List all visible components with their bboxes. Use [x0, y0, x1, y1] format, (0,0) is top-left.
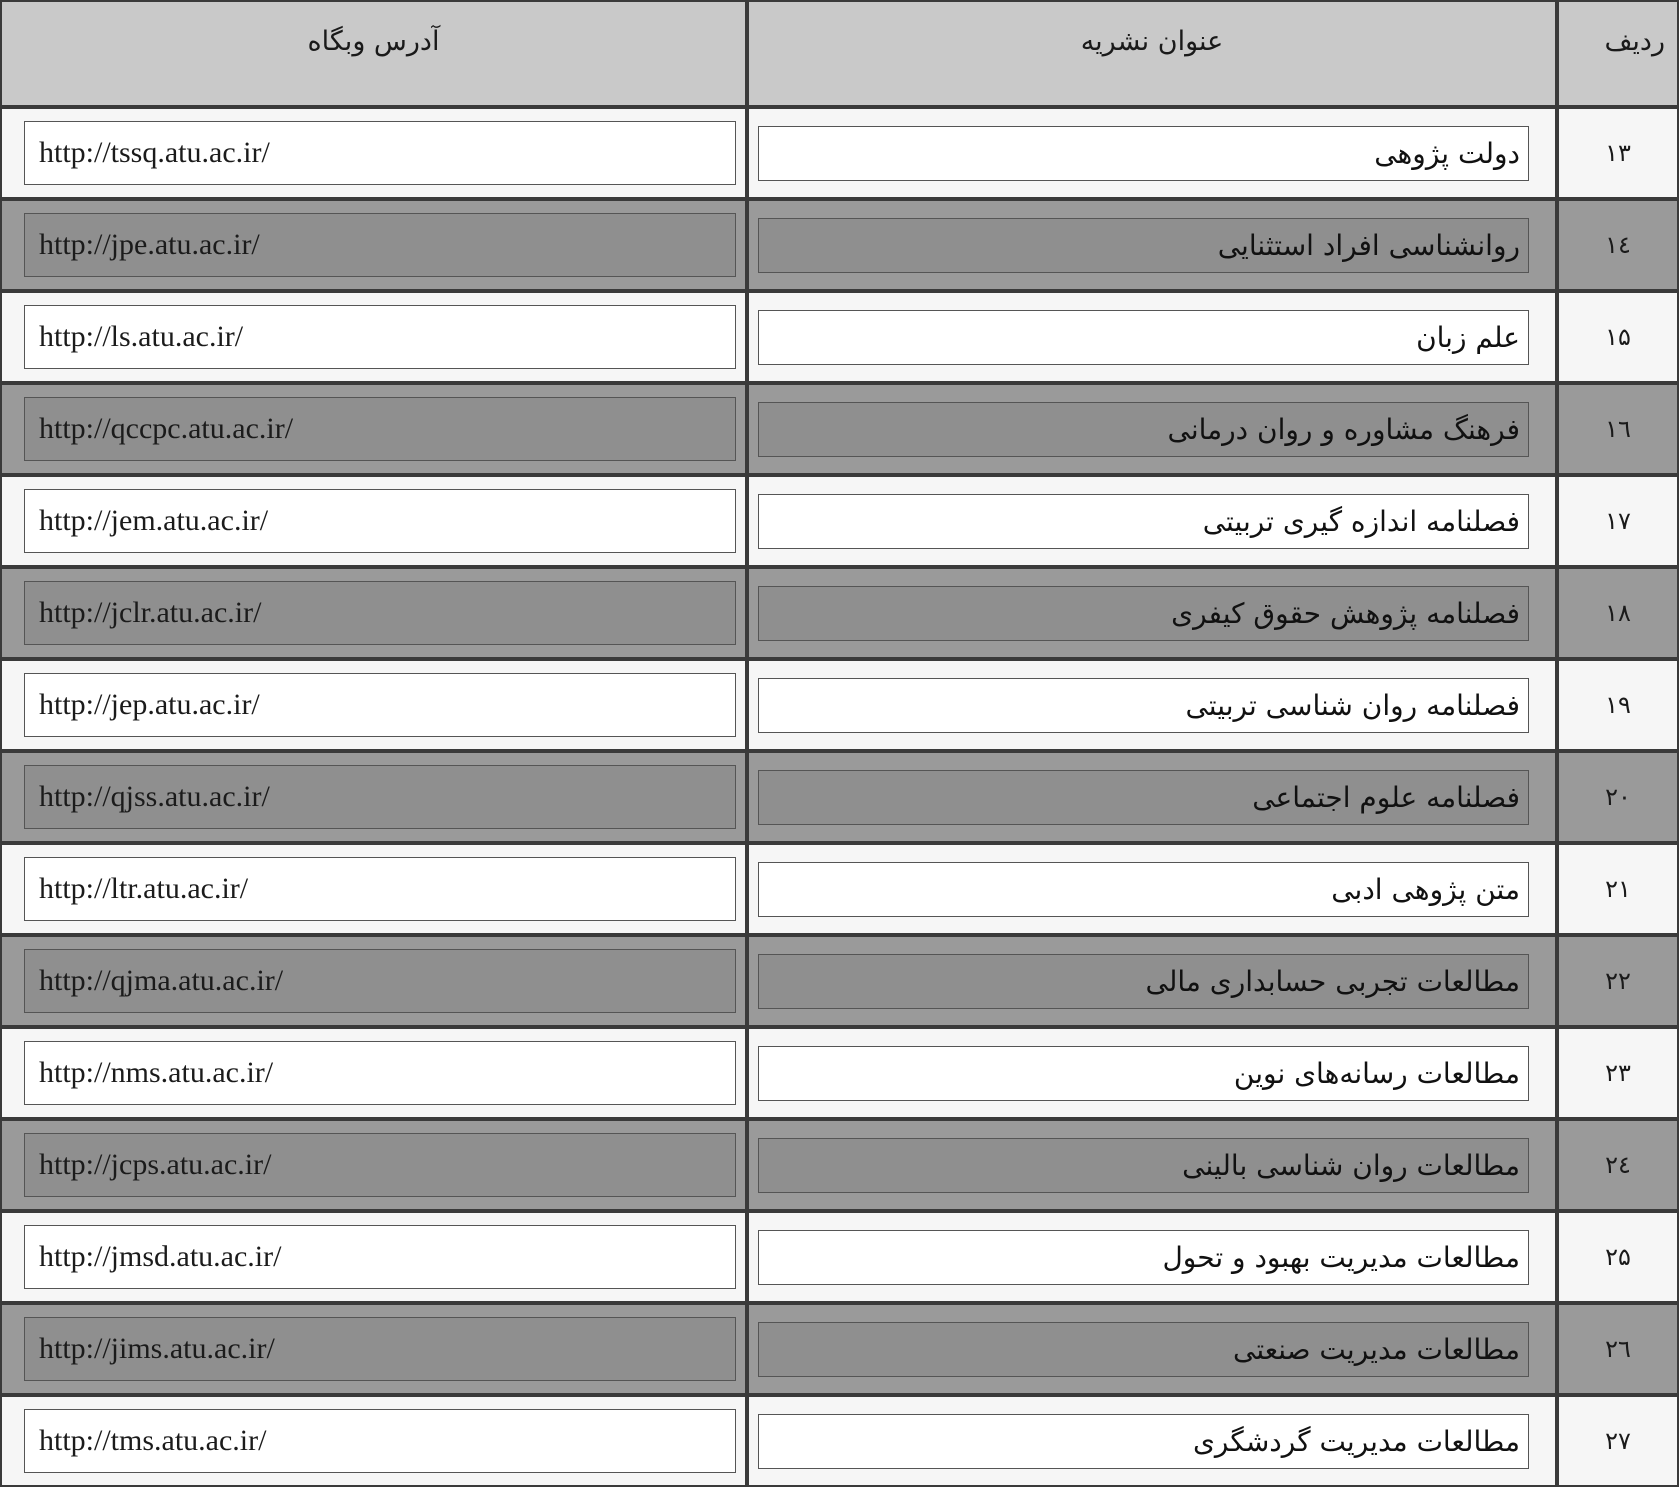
table-row — [0, 659, 1679, 751]
website-url — [0, 291, 747, 383]
row-number: ۱۳ — [1557, 107, 1679, 199]
header-website-address: آدرس وبگاه — [0, 0, 747, 107]
row-number: ۱۵ — [1557, 291, 1679, 383]
journal-title — [747, 1303, 1557, 1395]
journal-title-text: مطالعات تجربی حسابداری مالی — [1145, 964, 1520, 998]
journal-title — [747, 475, 1557, 567]
table-row — [0, 1027, 1679, 1119]
website-url — [0, 1119, 747, 1211]
journal-title — [747, 1211, 1557, 1303]
website-url-link[interactable]: http://jem.atu.ac.ir/ — [39, 504, 269, 537]
website-url-link[interactable]: http://jims.atu.ac.ir/ — [39, 1332, 275, 1365]
journal-title-text: فصلنامه روان شناسی تربیتی — [1185, 688, 1520, 722]
website-url — [0, 567, 747, 659]
journal-title-text: دولت پژوهی — [1374, 136, 1520, 170]
row-number: ۲۵ — [1557, 1211, 1679, 1303]
website-url-link[interactable]: http://jclr.atu.ac.ir/ — [39, 596, 262, 629]
journal-title-text: فصلنامه پژوهش حقوق کیفری — [1171, 596, 1520, 630]
table-row — [0, 1303, 1679, 1395]
website-url — [0, 1211, 747, 1303]
journal-title — [747, 383, 1557, 475]
row-number: ١٤ — [1557, 199, 1679, 291]
row-number: ٢٦ — [1557, 1303, 1679, 1395]
table-row — [0, 1211, 1679, 1303]
journal-title-text: مطالعات مدیریت صنعتی — [1233, 1332, 1520, 1366]
website-url-link[interactable]: http://qjma.atu.ac.ir/ — [39, 964, 284, 997]
journal-title-text: روانشناسی افراد استثنایی — [1217, 228, 1520, 262]
website-url-link[interactable]: http://nms.atu.ac.ir/ — [39, 1056, 274, 1089]
row-number: ۱۹ — [1557, 659, 1679, 751]
website-url — [0, 199, 747, 291]
table-row — [0, 1395, 1679, 1487]
website-url-link[interactable]: http://qjss.atu.ac.ir/ — [39, 780, 270, 813]
journal-title-text: مطالعات رسانه‌های نوین — [1233, 1056, 1520, 1090]
row-number: ١٦ — [1557, 383, 1679, 475]
table-row — [0, 199, 1679, 291]
journal-title-text: مطالعات روان شناسی بالینی — [1182, 1148, 1520, 1182]
website-url — [0, 107, 747, 199]
row-number: ۱۸ — [1557, 567, 1679, 659]
journal-title — [747, 751, 1557, 843]
table-row — [0, 567, 1679, 659]
table-header — [0, 0, 1679, 107]
website-url — [0, 1027, 747, 1119]
row-number: ۲۰ — [1557, 751, 1679, 843]
website-url-link[interactable]: http://jcps.atu.ac.ir/ — [39, 1148, 272, 1181]
website-url-link[interactable]: http://jmsd.atu.ac.ir/ — [39, 1240, 282, 1273]
journal-title — [747, 1027, 1557, 1119]
table-row — [0, 1119, 1679, 1211]
website-url — [0, 659, 747, 751]
journal-title — [747, 1119, 1557, 1211]
website-url — [0, 1303, 747, 1395]
website-url — [0, 843, 747, 935]
table-row — [0, 291, 1679, 383]
header-row-number: ردیف — [1557, 0, 1679, 107]
table-row — [0, 751, 1679, 843]
website-url-link[interactable]: http://jpe.atu.ac.ir/ — [39, 228, 260, 261]
website-url — [0, 383, 747, 475]
header-journal-title: عنوان نشریه — [747, 0, 1557, 107]
website-url-link[interactable]: http://ls.atu.ac.ir/ — [39, 320, 244, 353]
journal-title-text: مطالعات مدیریت بهبود و تحول — [1162, 1240, 1520, 1274]
website-url-link[interactable]: http://ltr.atu.ac.ir/ — [39, 872, 249, 905]
header-row — [0, 0, 1679, 107]
table-row — [0, 107, 1679, 199]
website-url — [0, 935, 747, 1027]
journal-title-text: فرهنگ مشاوره و روان درمانی — [1167, 412, 1520, 446]
journal-title-text: فصلنامه اندازه گیری تربیتی — [1202, 504, 1520, 538]
website-url-link[interactable]: http://qccpc.atu.ac.ir/ — [39, 412, 294, 445]
row-number: ۲۱ — [1557, 843, 1679, 935]
row-number: ٢٤ — [1557, 1119, 1679, 1211]
journal-title — [747, 291, 1557, 383]
website-url — [0, 751, 747, 843]
row-number: ۱۷ — [1557, 475, 1679, 567]
table-row — [0, 475, 1679, 567]
journal-title — [747, 935, 1557, 1027]
website-url — [0, 1395, 747, 1487]
journal-title — [747, 107, 1557, 199]
table-row — [0, 935, 1679, 1027]
website-url-link[interactable]: http://tms.atu.ac.ir/ — [39, 1424, 267, 1457]
website-url — [0, 475, 747, 567]
row-number: ۲۷ — [1557, 1395, 1679, 1487]
journal-title-text: علم زبان — [1416, 320, 1520, 354]
journal-title — [747, 843, 1557, 935]
website-url-link[interactable]: http://tssq.atu.ac.ir/ — [39, 136, 270, 169]
journal-title-text: مطالعات مدیریت گردشگری — [1193, 1424, 1520, 1458]
journal-title-text: فصلنامه علوم اجتماعی — [1252, 780, 1520, 814]
table-row — [0, 843, 1679, 935]
journal-title — [747, 1395, 1557, 1487]
table-row — [0, 383, 1679, 475]
journal-title — [747, 567, 1557, 659]
journal-title — [747, 659, 1557, 751]
journal-title-text: متن پژوهی ادبی — [1331, 872, 1520, 906]
website-url-link[interactable]: http://jep.atu.ac.ir/ — [39, 688, 260, 721]
journal-title — [747, 199, 1557, 291]
row-number: ۲۲ — [1557, 935, 1679, 1027]
row-number: ۲۳ — [1557, 1027, 1679, 1119]
table-body — [0, 107, 1679, 1487]
